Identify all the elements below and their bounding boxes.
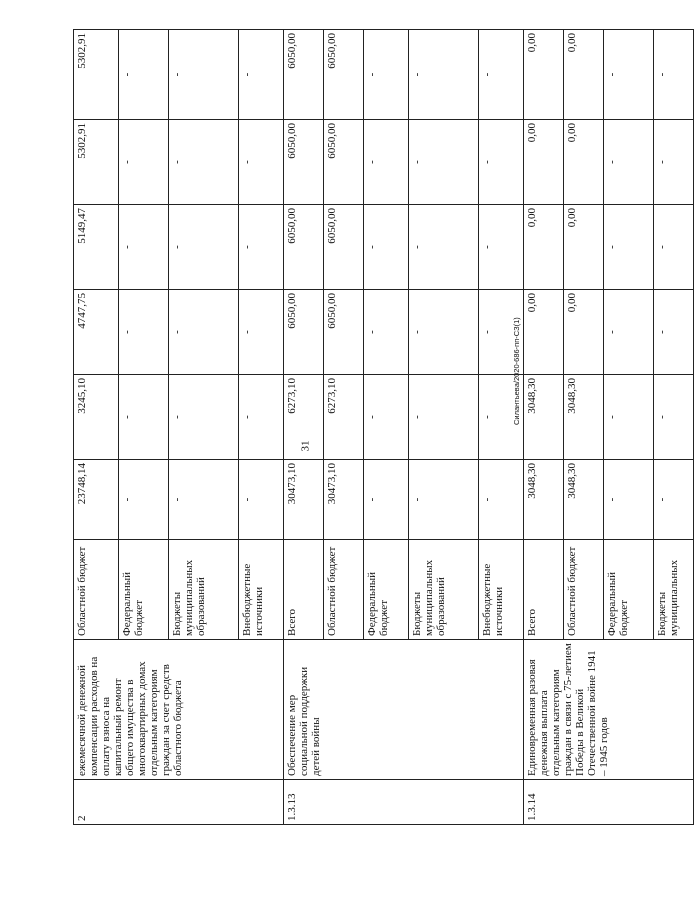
amount-cell: -	[409, 460, 479, 540]
amount-cell: -	[364, 120, 409, 205]
document-id: Силантьева/2020-686-пп-СЗ(1)	[512, 317, 521, 425]
funding-source: Федеральный бюджет	[604, 540, 654, 640]
item-description: ежемесячной денежной компенсации расходов на оплату взноса на капитальный ремонт общего имущества в многоквартирных домах отдельным категориям граждан за счет средств областного бюджета	[74, 640, 284, 780]
amount-cell: -	[654, 30, 694, 120]
amount-cell: -	[169, 375, 239, 460]
amount-cell: 3048,30	[564, 460, 604, 540]
amount-cell: -	[119, 205, 169, 290]
amount-cell: -	[119, 460, 169, 540]
amount-cell: -	[119, 30, 169, 120]
amount-cell: -	[239, 205, 284, 290]
amount-cell: -	[239, 120, 284, 205]
amount-cell: -	[364, 290, 409, 375]
amount-cell: 5302,91	[74, 30, 119, 120]
amount-cell: 4747,75	[74, 290, 119, 375]
amount-cell: 0,00	[524, 120, 564, 205]
funding-source: Областной бюджет	[324, 540, 364, 640]
amount-cell: -	[119, 290, 169, 375]
amount-cell: -	[604, 460, 654, 540]
amount-cell: 0,00	[564, 205, 604, 290]
amount-cell: 0,00	[564, 120, 604, 205]
amount-cell: -	[409, 30, 479, 120]
amount-cell: -	[364, 30, 409, 120]
amount-cell: -	[169, 460, 239, 540]
amount-cell: -	[479, 290, 524, 375]
item-description: Единовременная разовая денежная выплата отдельным категориям граждан в связи с 75-летием Победы в Великой Отечественной войне 1941 – 1945 годов	[524, 640, 694, 780]
amount-cell: -	[409, 120, 479, 205]
amount-cell: -	[654, 290, 694, 375]
amount-cell: -	[604, 205, 654, 290]
funding-source: Внебюджетные источники	[479, 540, 524, 640]
amount-cell: 0,00	[524, 30, 564, 120]
amount-cell: 6050,00	[284, 30, 324, 120]
amount-cell: 0,00	[564, 290, 604, 375]
funding-source: Федеральный бюджет	[119, 540, 169, 640]
amount-cell: -	[604, 290, 654, 375]
budget-table-body	[74, 30, 694, 825]
amount-cell: -	[364, 375, 409, 460]
amount-cell: -	[239, 460, 284, 540]
amount-cell: -	[479, 30, 524, 120]
funding-source: Бюджеты муниципальных образований	[409, 540, 479, 640]
amount-cell: 3048,30	[564, 375, 604, 460]
amount-cell: 6273,10	[324, 375, 364, 460]
amount-cell: -	[364, 460, 409, 540]
amount-cell: 3048,30	[524, 460, 564, 540]
page-number: 31	[299, 440, 312, 452]
funding-source: Бюджеты муниципальных	[654, 540, 694, 640]
amount-cell: 0,00	[524, 290, 564, 375]
amount-cell: 6050,00	[284, 120, 324, 205]
amount-cell: 6050,00	[284, 205, 324, 290]
amount-cell: 3245,10	[74, 375, 119, 460]
amount-cell: -	[119, 120, 169, 205]
amount-cell: -	[479, 205, 524, 290]
amount-cell: 6050,00	[284, 290, 324, 375]
amount-cell: 5149,47	[74, 205, 119, 290]
funding-source: Всего	[524, 540, 564, 640]
amount-cell: 6273,10	[284, 375, 324, 460]
amount-cell: -	[654, 460, 694, 540]
funding-source: Областной бюджет	[74, 540, 119, 640]
table-row	[284, 30, 324, 825]
amount-cell: -	[479, 120, 524, 205]
amount-cell: 6050,00	[324, 205, 364, 290]
amount-cell: -	[409, 290, 479, 375]
amount-cell: -	[119, 375, 169, 460]
funding-source: Всего	[284, 540, 324, 640]
amount-cell: 6050,00	[324, 120, 364, 205]
rotated-page	[73, 30, 680, 825]
amount-cell: -	[169, 30, 239, 120]
amount-cell: -	[409, 205, 479, 290]
amount-cell: -	[169, 290, 239, 375]
amount-cell: 3048,30	[524, 375, 564, 460]
amount-cell: -	[604, 30, 654, 120]
amount-cell: -	[169, 120, 239, 205]
amount-cell: 23748,14	[74, 460, 119, 540]
amount-cell: -	[654, 375, 694, 460]
amount-cell: -	[654, 205, 694, 290]
funding-source: Федеральный бюджет	[364, 540, 409, 640]
amount-cell: -	[239, 375, 284, 460]
amount-cell: -	[169, 205, 239, 290]
amount-cell: 5302,91	[74, 120, 119, 205]
amount-cell: 0,00	[524, 205, 564, 290]
item-code: 1.3.14	[524, 780, 694, 825]
table-row	[524, 30, 564, 825]
amount-cell: 6050,00	[324, 290, 364, 375]
amount-cell: -	[364, 205, 409, 290]
item-description: Обеспечение мер социальной поддержки детей войны	[284, 640, 524, 780]
amount-cell: 0,00	[564, 30, 604, 120]
budget-table	[73, 29, 694, 825]
amount-cell: 6050,00	[324, 30, 364, 120]
amount-cell: -	[409, 375, 479, 460]
item-code: 2	[74, 780, 284, 825]
amount-cell: 30473,10	[324, 460, 364, 540]
item-code: 1.3.13	[284, 780, 524, 825]
table-row	[74, 30, 119, 825]
amount-cell: -	[239, 30, 284, 120]
amount-cell: -	[654, 120, 694, 205]
amount-cell: -	[604, 375, 654, 460]
amount-cell: 30473,10	[284, 460, 324, 540]
funding-source: Внебюджетные источники	[239, 540, 284, 640]
amount-cell: -	[479, 460, 524, 540]
funding-source: Областной бюджет	[564, 540, 604, 640]
amount-cell: -	[479, 375, 524, 460]
amount-cell: -	[604, 120, 654, 205]
amount-cell: -	[239, 290, 284, 375]
funding-source: Бюджеты муниципальных образований	[169, 540, 239, 640]
